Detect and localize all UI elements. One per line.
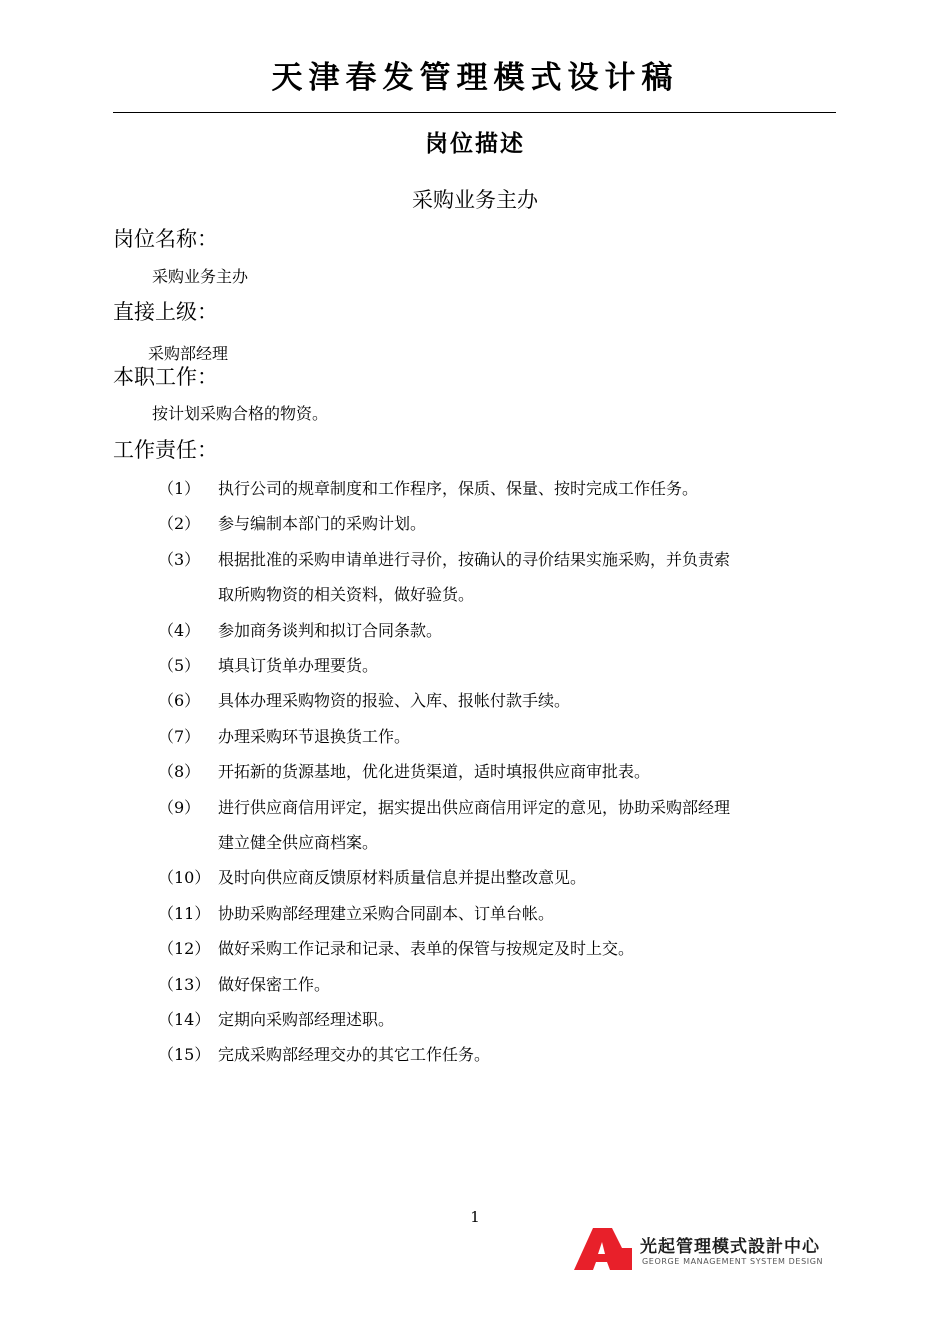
responsibility-number: （2） <box>158 514 201 534</box>
position-name-heading: 岗位名称： <box>113 227 218 251</box>
responsibility-item <box>0 1007 950 1042</box>
responsibility-item <box>0 936 950 971</box>
responsibility-text: 进行供应商信用评定，据实提出供应商信用评定的意见，协助采购部经理 <box>218 797 731 817</box>
company-logo <box>574 1226 844 1272</box>
responsibility-text: 参与编制本部门的采购计划。 <box>218 514 427 534</box>
responsibility-item <box>0 759 950 794</box>
direct-superior-heading: 直接上级： <box>113 300 218 324</box>
responsibility-item <box>0 901 950 936</box>
header-divider <box>113 112 836 113</box>
section-title: 岗位描述 <box>425 131 525 157</box>
responsibility-item <box>0 1042 950 1077</box>
responsibility-number: （3） <box>158 549 201 569</box>
responsibility-number: （5） <box>158 656 201 675</box>
responsibilities-heading: 工作责任： <box>113 438 218 462</box>
responsibility-number: （6） <box>158 691 201 711</box>
responsibility-text: 协助采购部经理建立采购合同副本、订单台帐。 <box>218 903 555 923</box>
responsibility-item <box>0 511 950 546</box>
responsibility-item <box>0 688 950 723</box>
responsibility-number: （9） <box>158 797 201 817</box>
responsibility-number: （1） <box>158 479 201 498</box>
position-title: 采购业务主办 <box>412 188 538 212</box>
logo-chinese-name: 光起管理模式設計中心 <box>640 1237 820 1257</box>
responsibility-text: 办理采购环节退换货工作。 <box>218 726 411 746</box>
responsibility-number: （8） <box>158 762 201 782</box>
responsibility-text: 具体办理采购物资的报验、入库、报帐付款手续。 <box>218 691 571 711</box>
responsibility-text: 填具订货单办理要货。 <box>218 656 379 675</box>
responsibility-item <box>0 476 950 511</box>
responsibility-number: （10） <box>158 868 211 888</box>
responsibility-text: 建立健全供应商档案。 <box>218 832 379 852</box>
responsibility-number: （11） <box>158 903 211 923</box>
responsibility-text: 及时向供应商反馈原材料质量信息并提出整改意见。 <box>218 868 587 888</box>
responsibility-item <box>0 972 950 1007</box>
responsibility-item <box>0 795 950 866</box>
responsibility-text: 执行公司的规章制度和工作程序，保质、保量、按时完成工作任务。 <box>218 479 699 498</box>
core-job-heading: 本职工作： <box>113 365 218 389</box>
document-header-title: 天津春发管理模式设计稿 <box>271 60 679 96</box>
responsibility-item <box>0 653 950 688</box>
responsibility-text: 根据批准的采购申请单进行寻价，按确认的寻价结果实施采购，并负责索 <box>218 549 731 569</box>
responsibility-number: （12） <box>158 939 211 959</box>
direct-superior-value: 采购部经理 <box>148 344 229 363</box>
responsibility-text: 取所购物资的相关资料，做好验货。 <box>218 585 475 605</box>
responsibility-text: 完成采购部经理交办的其它工作任务。 <box>218 1045 491 1065</box>
logo-a-icon <box>574 1228 632 1270</box>
responsibility-item <box>0 724 950 759</box>
responsibility-text: 做好采购工作记录和记录、表单的保管与按规定及时上交。 <box>218 939 635 959</box>
responsibility-text: 定期向采购部经理述职。 <box>218 1010 395 1029</box>
responsibility-item <box>0 547 950 618</box>
responsibility-item <box>0 865 950 900</box>
responsibility-item <box>0 618 950 653</box>
responsibility-number: （13） <box>158 974 211 994</box>
responsibility-number: （7） <box>158 726 201 746</box>
logo-english-name: GEORGE MANAGEMENT SYSTEM DESIGN <box>642 1257 824 1266</box>
responsibility-number: （4） <box>158 620 201 640</box>
position-name-value: 采购业务主办 <box>152 267 249 286</box>
responsibility-text: 参加商务谈判和拟订合同条款。 <box>218 620 443 640</box>
responsibility-number: （15） <box>158 1045 211 1065</box>
core-job-value: 按计划采购合格的物资。 <box>152 404 329 423</box>
responsibility-text: 做好保密工作。 <box>218 974 331 994</box>
responsibility-text: 开拓新的货源基地，优化进货渠道，适时填报供应商审批表。 <box>218 762 651 782</box>
responsibility-number: （14） <box>158 1010 211 1029</box>
page-number: 1 <box>470 1208 480 1226</box>
